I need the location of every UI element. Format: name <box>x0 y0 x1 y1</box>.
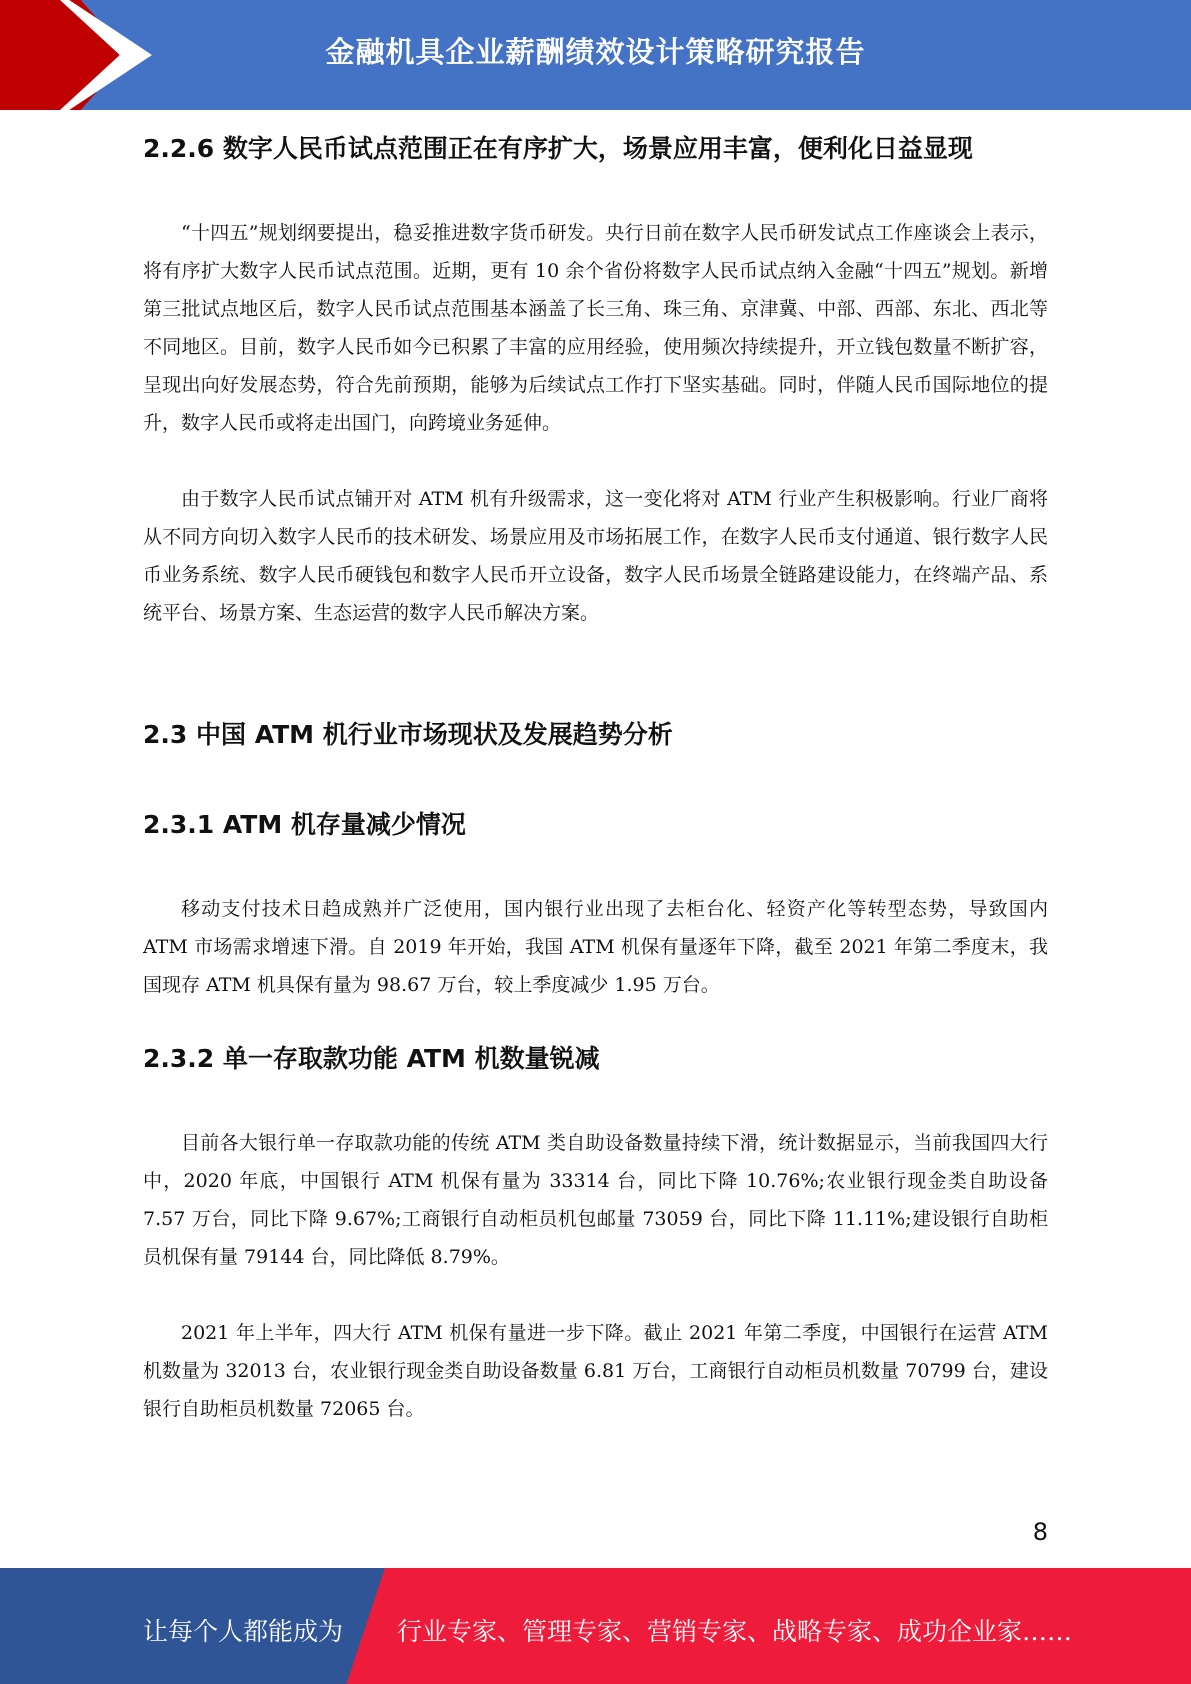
page-header <box>0 0 1191 110</box>
heading-2-2-6: 2.2.6 数字人民币试点范围正在有序扩大，场景应用丰富，便利化日益显现 <box>143 134 973 163</box>
heading-2-3-1: 2.3.1 ATM 机存量减少情况 <box>143 810 466 839</box>
report-title: 金融机具企业薪酬绩效设计策略研究报告 <box>325 35 866 69</box>
paragraph-big-four-2020: 目前各大银行单一存取款功能的传统 ATM 类自助设备数量持续下滑，统计数据显示，当前我国四大行中，2020 年底，中国银行 ATM 机保有量为 33314 台，同比下降 10.76%;农业银行现金类自助设备 7.57 万台，同比下降 9.67%;工商银行自动柜员机包邮量 73059 台，同比下降 11.11%;建设银行自助柜员机保有量 79144 台，同比降低 8.79%。 <box>143 1132 1048 1268</box>
heading-2-3: 2.3 中国 ATM 机行业市场现状及发展趋势分析 <box>143 720 673 749</box>
footer-slogan-right: 行业专家、管理专家、营销专家、战略专家、成功企业家…… <box>397 1617 1073 1646</box>
page-footer <box>0 1568 1191 1684</box>
document-body <box>143 128 1048 1428</box>
page-number: 8 <box>1032 1518 1048 1546</box>
paragraph-atm-decline: 移动支付技术日趋成熟并广泛使用，国内银行业出现了去柜台化、轻资产化等转型态势，导致国内 ATM 市场需求增速下滑。自 2019 年开始，我国 ATM 机保有量逐年下降，截至 2021 年第二季度末，我国现存 ATM 机具保有量为 98.67 万台，较上季度减少 1.95 万台。 <box>143 898 1048 996</box>
paragraph-atm-upgrade: 由于数字人民币试点铺开对 ATM 机有升级需求，这一变化将对 ATM 行业产生积极影响。行业厂商将从不同方向切入数字人民币的技术研发、场景应用及市场拓展工作，在数字人民币支付通道、银行数字人民币业务系统、数字人民币硬钱包和数字人民币开立设备，数字人民币场景全链路建设能力，在终端产品、系统平台、场景方案、生态运营的数字人民币解决方案。 <box>143 488 1048 624</box>
paragraph-digital-rmb-pilot: “十四五”规划纲要提出，稳妥推进数字货币研发。央行日前在数字人民币研发试点工作座谈会上表示，将有序扩大数字人民币试点范围。近期，更有 10 余个省份将数字人民币试点纳入金融“十四五”规划。新增第三批试点地区后，数字人民币试点范围基本涵盖了长三角、珠三角、京津冀、中部、西部、东北、西北等不同地区。目前，数字人民币如今已积累了丰富的应用经验，使用频次持续提升，开立钱包数量不断扩容，呈现出向好发展态势，符合先前预期，能够为后续试点工作打下坚实基础。同时，伴随人民币国际地位的提升，数字人民币或将走出国门，向跨境业务延伸。 <box>143 222 1048 434</box>
footer-slogan-left: 让每个人都能成为 <box>143 1617 344 1646</box>
paragraph-big-four-2021: 2021 年上半年，四大行 ATM 机保有量进一步下降。截止 2021 年第二季度，中国银行在运营 ATM 机数量为 32013 台，农业银行现金类自助设备数量 6.81 万台，工商银行自动柜员机数量 70799 台，建设银行自助柜员机数量 72065 台。 <box>143 1322 1048 1420</box>
heading-2-3-2: 2.3.2 单一存取款功能 ATM 机数量锐减 <box>143 1044 600 1073</box>
